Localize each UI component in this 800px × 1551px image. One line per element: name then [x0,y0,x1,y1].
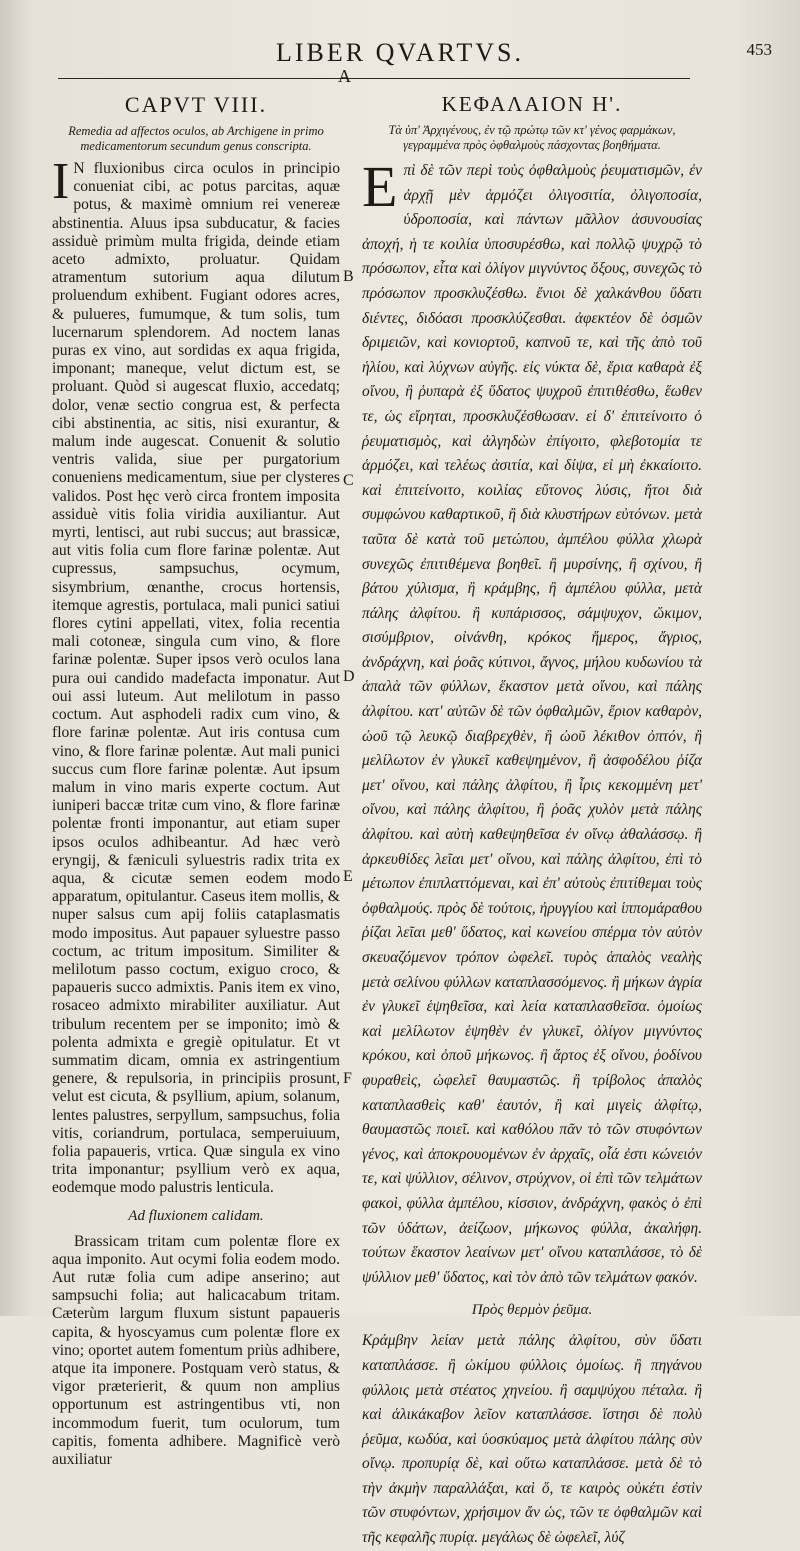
margin-letter-e: E [343,868,353,885]
greek-chapter-heading: ΚΕΦΑΛΑΙΟΝ Η'. [441,92,623,116]
greek-paragraph-1 [362,154,702,1290]
latin-chapter-heading: CAPVT VIII. [124,92,268,117]
latin-chapter-subtitle: Remedia ad affectos oculos, ab Archigene in primo medicamentorum secundum genus conscripta. [68,124,324,153]
latin-column [52,92,340,1469]
margin-letter-b: B [343,268,354,285]
latin-subheading: Ad fluxionem calidam. [128,1207,264,1224]
latin-paragraph-1 [52,153,340,1198]
latin-paragraph-1-text: N fluxionibus circa oculos in principio conueniat cibi, ac potus parcitas, aquæ potus, & maximè omnium rei venereæ abstinentia. Aluus ipsa subducatur, & facies assiduè primùm multa frigida, deinde etiam aceto admixto, proluatur. Quidam atramentum sutorium aqua dilutum proluendum exhibent. Fugiant odores acres, & pulueres, fumumque, & tum solis, tum lucernarum splendorem. Ad noctem lanas puras ex vino, aut sordidas ex aqua frigida, imponant; maneque, velut dictum est, se proluant. Quòd si augescat fluxio, accedatq; dolor, venæ sectio congrua est, & perfecta cibi abstinentia, ac sitis, nisi exurantur, & malum inde augescat. Conuenit & solutio ventris valida, siue per purgatorium conueniens medicamentum, siue per clysteres validos. Post hęc verò circa frontem imposita assiduè vitis folia viridia auxiliantur. Aut myrti, lentisci, aut rubi succus; aut brassicæ, aut vitis folia cum flore farinæ polentæ. Aut cupressus, sampsuchus, ocymum, sisymbrium, œnanthe, crocus hortensis, itemque agrestis, portulaca, mali punici satiui flores cytini appellati, vitex, folia recentia mali cotoneæ, singula cum vino, & flore farinæ polentæ. Super ipsos verò oculos lana pura oui candido madefacta imponatur. Aut oui assi luteum. Aut melilotum in passo coctum. Aut asphodeli radix cum vino, & flore farinæ polentæ. Aut iris contusa cum vino, & flore farinæ polentæ. Aut mali punici succus cum flore farinæ polentæ. Aut ipsum malum in vino maris experte coctum. Aut iuniperi baccæ tritæ cum vino, & flore farinæ polentæ fronti imponantur, aut etiam super ipsos oculos adhibeantur. Ad hæc verò eryngij, & fæniculi syluestris radix trita ex aqua, & cicutæ semen eodem modo apparatum, opitulantur. Caseus item mollis, & nuper salsus cum apij foliis cataplasmatis modo impositus. Aut papauer syluestre passo coctum, ac tritum impositum. Similiter & melilotum passo coctum, exiguo croco, & papaueris succo admixtis. Panis item ex vino, rosaceo admixto mirabiliter auxiliatur. Aut tribulum recentem per se imponito; imò & polenta admixta e gregiè opitulatur. Et vt summatim dicam, omnia ex astringentium genere, & repulsoria, in principiis prosunt, velut est cicuta, & psyllium, apium, solanum, lentes palustres, serpyllum, sampsuchus, folia vitis, coriandrum, portulaca, semperuiuum, folia papaueris, vrtica. Quæ singula ex vino trita imponantur; psyllium verò ex aqua, eodemque modo palustris lenticula. [52,160,340,1197]
latin-paragraph-2: Brassicam tritam cum polentæ flore ex aqua imponito. Aut ocymi folia eodem modo. Aut rutæ folia cum adipe anserino; aut sampsuchi folia; aut halicacabum tritam. Cæterùm largum fluxum sistunt papaueris capita, & hyoscyamus cum polentæ flore ex vino; oportet autem fomentum priùs adhibere, atque ita imponere. Postquam verò status, & vigor præterierit, & quum non amplius opportunum est astringentibus vti, non incommodum fuerit, tum oculorum, tum capitis, fomenta adhibere. Magnificè verò auxiliatur [52,1232,340,1469]
margin-letter-c: C [343,472,354,489]
page-number: 453 [746,40,772,59]
latin-dropcap: I [52,153,70,210]
running-title: LIBER QVARTVS. [276,38,524,67]
margin-letter-d: D [343,668,355,685]
section-letter-a: A [338,66,351,86]
greek-dropcap: Ε [362,154,398,219]
header-rule [58,78,690,79]
greek-paragraph-2: Κράμβην λείαν μετὰ πάλης ἀλφίτου, σὺν ὕδατι καταπλάσσε. ἢ ὠκίμου φύλλοις ὁμοίως. ἢ πηγάνου φύλλοις μετὰ στέατος χηνείου. ἢ σαμψύχου πέταλα. ἢ καὶ ἁλικάκαβον λεῖον καταπλάσσε. ἵστησι δὲ πολὺ ῥεῦμα, κωδύα, καὶ ὑοσκύαμος μετὰ ἀλφίτου πάλης σὺν οἴνῳ. προπυρίᾳ δὲ, καὶ οὕτω καταπλάσσε. μετὰ δὲ τὸ τὴν ἀκμὴν παραλλάξαι, καὶ ὅ, τε καιρὸς οὐκέτι ἐστὶν τῶν στυφόντων, χρήσιμον ἄν ὡς, τῶν τε ὀφθαλμῶν καὶ τῆς κεφαλῆς πυρίᾳ. μεγάλως δὲ ὠφελεῖ, λύζ [362,1332,702,1547]
margin-letter-f: F [343,1070,352,1087]
greek-paragraph-1-text: πὶ δὲ τῶν περὶ τοὺς ὀφθαλμοὺς ῥευματισμῶν, ἐν ἀρχῇ μὲν ἁρμόζει ὀλιγοσιτία, ὀλιγοποσία, ὑδροποσία, καὶ πάντων μᾶλλον ἀσυνουσίας ἀποχή, ἡ τε κοιλία ὑποσυρέσθω, καὶ πολλῷ ψυχρῷ τὸ πρόσωπον, εἶτα καὶ ὀλίγον μιγνύντος ὄξους, συνεχῶς τὸ πρόσωπον προσκλυζέσθω. ἔνιοι δὲ χαλκάνθου ὕδατι διέντες, διδόασι προσκλύζεσθαι. ἀφεκτέον δὲ ὀσμῶν δριμειῶν, καὶ κονιορτοῦ, καπνοῦ τε, καὶ τῆς ἀπὸ τοῦ ἡλίου, καὶ λύχνων αὐγῆς. εἰς νύκτα δὲ, ἔρια καθαρὰ ἐξ οἴνου, ἢ ῥυπαρὰ ἐξ ὕδατος ψυχροῦ ἐπιτιθέσθω, ἕωθεν τε, ὡς εἴρηται, προσκλυζέσθωσαν. εἰ δ' ἐπιτείνοιτο ὁ ῥευματισμὸς, καὶ ἀλγηδὼν ἐπίγοιτο, φλεβοτομία τε ἁρμόζει, καὶ τελέως ἀσιτία, καὶ δίψα, εἰ μὴ ἐκκαίοιτο. καὶ ἐπιτείνοιτο, κοιλίας εὔτονος λύσις, ἤτοι διὰ συμφώνου καθαρτικοῦ, ἢ διὰ κλυστήρων εὐτόνων. μετὰ ταῦτα δὲ κατὰ τοῦ μετώπου, ἀμπέλου φύλλα χλωρὰ συνεχῶς ἐπιτιθέμενα βοηθεῖ. ἢ μυρσίνης, ἢ σχίνου, ἢ βάτου χύλισμα, ἢ κράμβης, ἢ ἀμπέλου φύλλα, μετὰ πάλης ἀλφίτου. ἢ κυπάρισσος, σάμψυχον, ὤκιμον, σισύμβριον, οἰνάνθη, κρόκος ἥμερος, ἄγριος, ἀνδράχνη, καὶ ῥοᾶς κύτινοι, ἄγνος, μήλου κυδωνίου τὰ ἁπαλὰ τῶν φύλλων, ἕκαστον μετὰ οἴνου, καὶ πάλης ἀλφίτου. κατ' αὐτῶν δὲ τῶν ὀφθαλμῶν, ἔριον καθαρὸν, ὠοῦ τῷ λευκῷ διαβρεχθὲν, ἢ ὠοῦ λέκιθον ὀπτόν, ἢ μελίλωτον ἐν γλυκεῖ καθεψημένον, ἢ ἀσφοδέλου ῥίζα μετ' οἴνου, καὶ πάλης ἀλφίτου, ἢ ἶρις κεκομμένη μετ' οἴνου, καὶ πάλης ἀλφίτου, ἢ ῥοᾶς χυλὸν μετὰ πάλης ἀλφίτου. καὶ αὐτὴ καθεψηθεῖσα ἐν οἴνῳ ἀθαλάσσῳ. ἢ ἀρκευθίδες λεῖαι μετ' οἴνου, καὶ πάλης ἀλφίτου, ἐπὶ τὸ μέτωπον ἐπιπλαττόμεναι, καὶ ἐπ' αὐτοὺς ἐπιτίθεμαι τοὺς ὀφθαλμούς. πρὸς δὲ τούτοις, ἠρυγγίου καὶ ἱππομάραθου ῥίζαι λεῖαι μεθ' ὕδατος, καὶ κωνείου σπέρμα τὸν αὐτὸν σκευαζόμενον τρόπον ὠφελεῖ. τυρὸς ἁπαλὸς νεαλὴς μετὰ σελίνου φύλλων καταπλασσόμενος. ἢ μήκων ἀγρία ἐν γλυκεῖ ἑψηθεῖσα, καὶ λεία καταπλασθεῖσα. ὁμοίως καὶ μελίλωτον ἑψηθὲν ἐν γλυκεῖ, ὀλίγον μιγνύντος κρόκου, καὶ ὀποῦ μήκωνος. ἢ ἄρτος ἐξ οἴνου, ῥοδίνου φυραθεὶς, ὠφελεῖ θαυμαστῶς. ἢ τρίβολος ἁπαλὸς καταπλασθεὶς καθ' ἑαυτόν, ἢ καὶ μιγεὶς ἀλφίτῳ, θαυμαστῶς ποιεῖ. καὶ καθόλου πᾶν τὸ τῶν στυφόντων γένος, καὶ ἀποκρουομένων ἐν ἀρχαῖς, οἷά ἐστι κώνειόν τε, καὶ ψύλλιον, σέλινον, στρύχνον, οἱ ἐπὶ τῶν τελμάτων φακοὶ, φύλλα ἀμπέλου, κίσσιον, ἀνδράχνη, φακὸς ὁ ἐπὶ τῶν ὑδάτων, ἀείζωον, μήκωνος φύλλα, ἀκαλήφη. τούτων ἕκαστον λεαίνων μετ' οἴνου καταπλάσσε, τὸ δὲ ψύλλιον μεθ' ὕδατος, καὶ τὸν ἀπὸ τῶν τελμάτων φακόν. [362,162,702,1286]
greek-subheading: Πρὸς θερμὸν ῥεῦμα. [471,1302,593,1319]
greek-chapter-subtitle: Τὰ ὑπ' Ἀρχιγένους, ἐν τῷ πρώτῳ τῶν κτ' γένος φαρμάκων, γεγραμμένα πρὸς ὀφθαλμοὺς πάσχοντας βοηθήματα. [388,123,676,152]
greek-column [362,92,702,1547]
